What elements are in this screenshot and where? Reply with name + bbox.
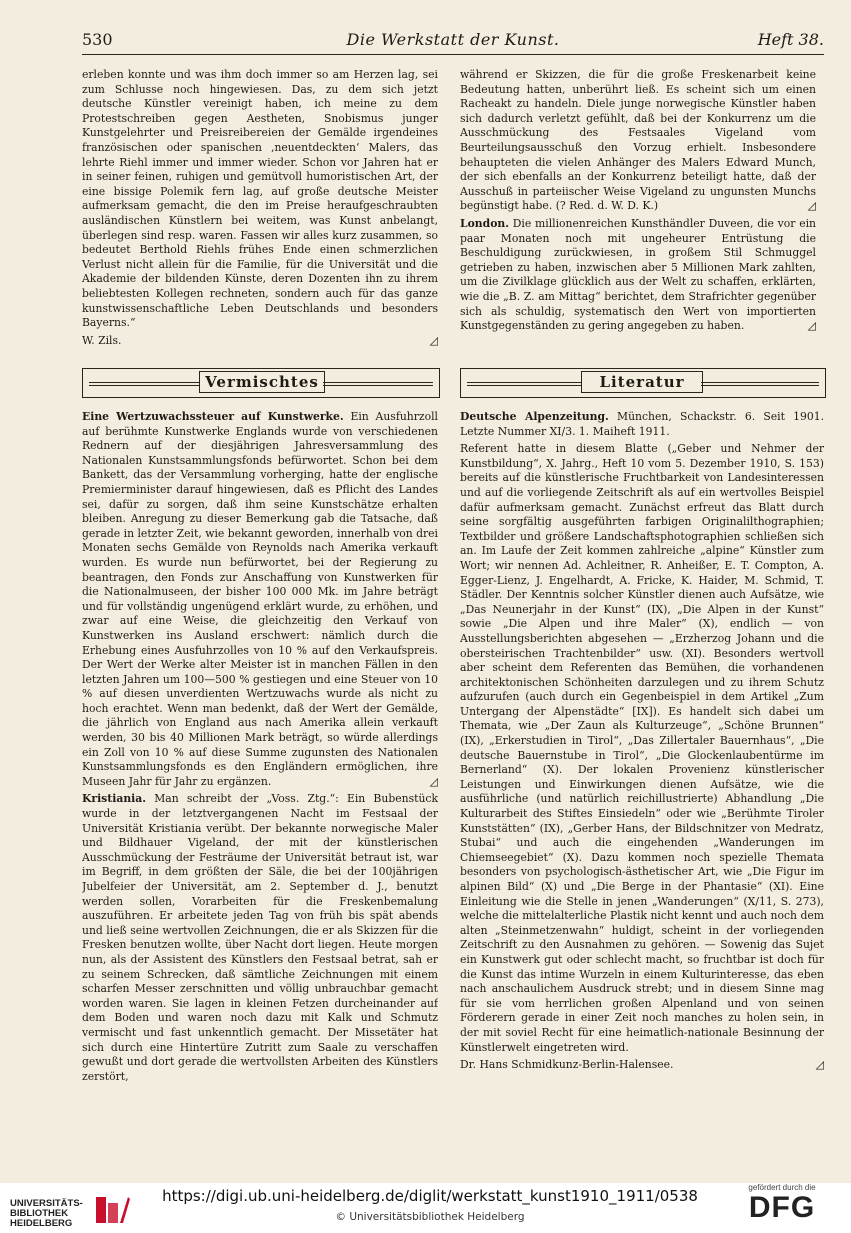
permalink-url[interactable]: https://digi.ub.uni-heidelberg.de/diglit/werkstatt_kunst1910_1911/0538 bbox=[162, 1187, 698, 1205]
kristiania-continuation: während er Skizzen, die für die große Freskenarbeit keine Bedeutung hatten, unberührt ließ. Es scheint sich um einen Racheakt zu handeln. Diele junge norwegische Künstler haben sich dadurch verletzt gefühlt, daß bei der Konkurrenz um die Ausschmückung des Festsaales Vigeland vom Beurteilungsausschuß den Vorzug erhielt. Insbesondere behaupteten die vielen Anhänger des Malers Edward Munch, der sich ebenfalls an der Konkurrenz beteiligt hatte, daß der Ausschuß in parteiischer Weise Vigeland zu ungunsten Munchs begünstigt habe. (? Red. d. W. D. K.) ◿ bbox=[460, 68, 816, 213]
signature-zils: W. Zils. ◿ bbox=[82, 333, 438, 347]
issue-number: Heft 38. bbox=[757, 30, 824, 49]
london-article: London. Die millionenreichen Kunsthändler Duveen, die vor ein paar Monaten noch mit ungeheurer Entrüstung die Beschuldigung zurückwiesen, in großem Stil Schmuggel getrieben zu haben, inzwischen aber 5 Millionen Mark zahlten, um die Zivilklage glücklich aus der Welt zu schaffen, erklärten, wie die „B. Z. am Mittag“ berichtet, dem Strafrichter gegenüber sich als schuldig, systematisch den Wert von importierten Kunstgegenständen zu gering angegeben zu haben. ◿ bbox=[460, 216, 816, 333]
section-title-literatur: Literatur bbox=[581, 371, 703, 393]
riehl-article-end: erleben konnte und was ihm doch immer so am Herzen lag, sei zum Schlusse noch hingewiesen. Das, zu dem sich jetzt deutsche Künstler vereinigt haben, ich meine zu dem Protestschreiben gegen Aestheten, Snobismus junger Kunstgelehrter und Preisreibereien der Gemälde irgendeines französischen oder spanischen ‚neuentdeckten‘ Malers, das lehrte Riehl immer und immer wieder. Schon vor Jahren hat er in seiner feinen, ruhigen und gemütvoll humoristischen Art, der eine bissige Polemik fern lag, auf große deutsche Meister aufmerksam gemacht, die den im Preise heraufgeschraubten ausländischen Künstlern bei weitem, was Kunst anbelangt, überlegen sind resp. waren. Fassen wir alles kurz zusammen, so bedeutet Berthold Riehls frühes Ende einen schmerzlichen Verlust nicht allein für die Familie, für die Universität und die Akademie der bildenden Künste, deren Dozenten ihn zu ihrem beliebtesten Kollegen rechneten, sondern auch für das ganze kunstwissenschaftliche Leben Deutschlands und besonders Bayerns.“ bbox=[82, 68, 438, 330]
right-column-top bbox=[460, 68, 816, 358]
article-wertzuwachssteuer: Eine Wertzuwachssteuer auf Kunstwerke. Ein Ausfuhrzoll auf berühmte Kunstwerke Englands wurde von verschiedenen Rednern auf der diesjährigen Jahresversammlung des Nationalen Kunstsammlungsfonds befürwortet. Schon bei dem Bankett, das der Versammlung vorherging, hatte der englische Premierminister darauf hingewiesen, daß es Pflicht des Landes sei, dafür zu sorgen, daß ihm seine Kunstschätze erhalten bleiben. Anregung zu dieser Bemerkung gab die Tatsache, daß gerade in letzter Zeit, wie bekannt geworden, innerhalb von drei Monaten sechs Gemälde von Reynolds nach Amerika verkauft wurden. Es wurde nun befürwortet, bei der Regierung zu beantragen, den Fonds zur Anschaffung von Kunstwerken für die Nationalmuseen, der bisher 100 000 Mk. im Jahre beträgt und für vollständig ungenügend erklärt wurde, zu erhöhen, und zwar auf eine Weise, die gleichzeitig den Verkauf von Kunstwerken ins Ausland erschwert: nämlich durch die Erhebung eines Ausfuhrzolles von 10 % auf den Verkaufspreis. Der Wert der Werke alter Meister ist in manchen Fällen in den letzten Jahren um 100—500 % gestiegen und eine Steuer von 10 % auf diesen unverdienten Wertzuwachs wurde als nicht zu hoch erachtet. Wenn man bedenkt, daß der Wert der Gemälde, die jährlich von England aus nach Amerika allein verkauft werden, 30 bis 40 Millionen Mark beträgt, so würde allerdings ein Zoll von 10 % auf diese Summe zugunsten des Nationalen Kunstsammlungsfonds es den Engländern ermöglichen, ihre Museen Jahr für Jahr zu ergänzen. ◿ bbox=[82, 410, 438, 788]
review-heading: Deutsche Alpenzeitung. München, Schackstr. 6. Seit 1901. Letzte Nummer XI/3. 1. Maiheft 1911. bbox=[460, 410, 824, 438]
review-body: Referent hatte in diesem Blatte („Geber und Nehmer der Kunstbildung“, X. Jahrg., Heft 10 vom 5. Dezember 1910, S. 153) bereits auf die künstlerische Fruchtbarkeit von Landesinteressen und auf die vorliegende Zeitschrift als auf ein wertvolles Beispiel dafür aufmerksam gemacht. Zunächst erfreut das Blatt durch seine sorgfältig ausgeführten farbigen Originalilthographien; Textbilder und größere Landschaftsphotographien schließen sich an. Im Laufe der Zeit kommen zahlreiche „alpine“ Künstler zum Wort; wir nennen Ad. Achleitner, R. Anheißer, E. T. Compton, A. Egger-Lienz, J. Engelhardt, A. Fricke, K. Haider, M. Schmid, T. Städler. Der Kenntnis solcher Künstler dienen auch Aufsätze, wie „Das Neunerjahr in der Kunst“ (IX), „Die Alpen in der Kunst“ sowie „Die Alpen und ihre Maler“ (X), endlich — von Ausstellungsberichten abgesehen — „Erzherzog Johann und die obersteirischen Trachtenbilder“ usw. (XI). Besonders wertvoll aber scheint dem Referenten das Bemühen, die vorhandenen architektonischen Schönheiten darzulegen und zu ihrem Schutz aufzurufen (auch durch ein Gegenbeispiel in dem Artikel „Zum Untergang der Alpenstädte“ [IX]). Es handelt sich dabei um Themata, wie „Der Zaun als Kulturzeuge“, „Schöne Brunnen“ (IX), „Erkerstudien in Tirol“, „Das Zillertaler Bauernhaus“, „Die deutsche Bauernstube in Tirol“, „Die Glockenlaubentürme im Bernerland“ (X). Der lokalen Provenienz künstlerischer Leistungen und Einwirkungen dienen Aufsätze, wie die ausführliche (und natürlich reichillustrierte) Abhandlung „Die Kulturarbeit des Stiftes Einsiedeln“ oder wie „Berühmte Tiroler Kunststätten“ (IX), „Gerber Hans, der Bildschnitzer von Medratz, Stubai“ und auch die eingehenden „Wanderungen im Chiemseegebiet“ (X). Dazu kommen noch spezielle Themata besonders von psychologisch-ästhetischer Art, wie „Die Figur im alpinen Bild“ (X) und „Die Berge in der Phantasie“ (XI). Eine Einleitung wie die Stelle in jenen „Wanderungen“ (X/11, S. 273), welche die mittelalterliche Plastik nicht kennt und auch noch dem alten „Steinmetzenwahn“ huldigt, scheint in der vorliegenden Zeitschrift zu den Ausnahmen zu gehören. — Sowenig das Sujet ein Kunstwerk gut oder schlecht macht, so fruchtbar ist doch für die Kunst das intime Wurzeln in einem Kulturinteresse, das eben nach anschaulichem Ausdruck strebt; und in diesem Sinne mag für sie vom herrlichen großen Alpenland und von seinen Förderern gerade in einer Zeit noch manches zu holen sein, in der mit soviel Recht für eine heimatlich-nationale Besinnung der Künstlerwelt eingetreten wird. bbox=[460, 442, 824, 1054]
viewer-footer bbox=[0, 1183, 851, 1233]
page-header bbox=[82, 30, 824, 55]
left-column-bottom bbox=[82, 410, 438, 1178]
copyright-notice: © Universitätsbibliothek Heidelberg bbox=[335, 1211, 525, 1223]
end-mark-icon: ◿ bbox=[807, 319, 816, 333]
ub-heidelberg-logo[interactable]: UNIVERSITÄTS- BIBLIOTHEK HEIDELBERG bbox=[10, 1199, 130, 1229]
end-mark-icon: ◿ bbox=[807, 199, 816, 213]
dfg-logo[interactable]: gefördert durch die DFG bbox=[748, 1183, 816, 1224]
section-banner-literatur bbox=[460, 368, 826, 398]
section-title-vermischtes: Vermischtes bbox=[199, 371, 325, 393]
review-signature: Dr. Hans Schmidkunz-Berlin-Halensee. ◿ bbox=[460, 1058, 824, 1072]
end-mark-icon: ◿ bbox=[429, 774, 438, 788]
page-number: 530 bbox=[82, 30, 113, 49]
right-column-bottom bbox=[460, 410, 824, 1178]
left-column-top bbox=[82, 68, 438, 358]
end-mark-icon: ◿ bbox=[815, 1058, 824, 1072]
end-mark-icon: ◿ bbox=[429, 333, 438, 347]
ub-logo-mark-icon bbox=[92, 1193, 132, 1229]
journal-title: Die Werkstatt der Kunst. bbox=[346, 30, 560, 49]
article-kristiania: Kristiania. Man schreibt der „Voss. Ztg.“: Ein Bubenstück wurde in der letztvergangenen Nacht im Festsaal der Universität Kristiania verübt. Der bekannte norwegische Maler und Bildhauer Vigeland, der mit der künstlerischen Ausschmückung der Festräume der Universität betraut ist, war im Begriff, in dem größten der Säle, die bei der 100jährigen Jubelfeier der Universität, am 2. September d. J., benutzt werden sollen, Vorarbeiten für die Freskenbemalung auszuführen. Er arbeitete jeden Tag von früh bis spät abends und ließ seine wertvollen Zeichnungen, die er als Skizzen für die Fresken benutzen wollte, über Nacht dort liegen. Heute morgen nun, als der Assistent des Künstlers den Festsaal betrat, sah er zu seinem Schrecken, daß sämtliche Zeichnungen mit einem scharfen Messer zerschnitten und völlig unbrauchbar gemacht worden waren. Sie lagen in kleinen Fetzen durcheinander auf dem Boden und waren noch dazu mit Kalk und Schmutz vermischt und fast unkenntlich gemacht. Der Missetäter hat sich durch eine Hintertüre Zutritt zum Saale zu verschaffen gewußt und dort gerade die wertvollsten Arbeiten des Künstlers zerstört, bbox=[82, 792, 438, 1083]
section-banner-vermischtes bbox=[82, 368, 440, 398]
